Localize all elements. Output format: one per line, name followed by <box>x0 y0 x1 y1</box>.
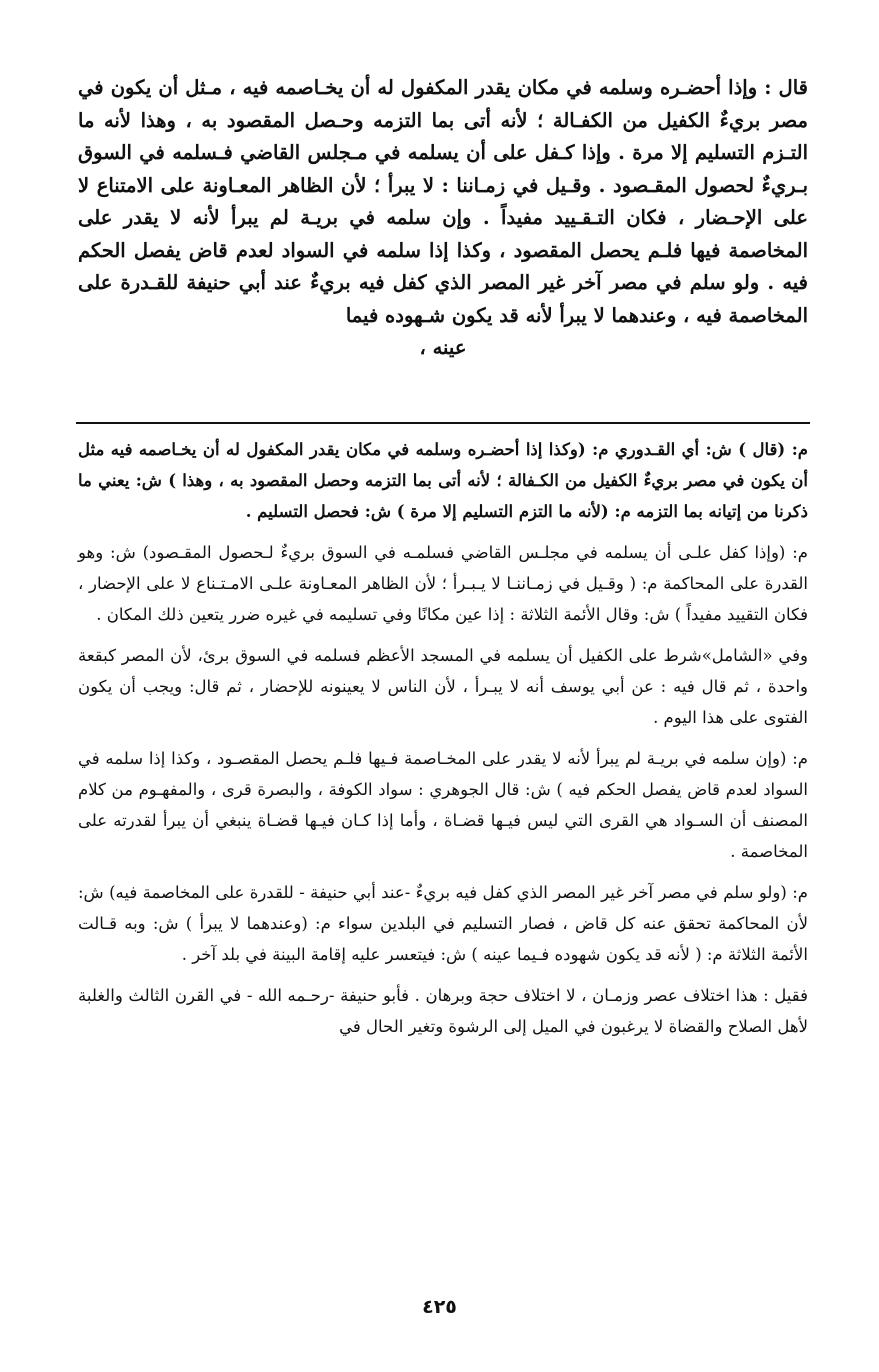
matn-last-line: عينه ، <box>419 336 467 359</box>
commentary-paragraph-2: م: (وإذا كفل علـى أن يسلمه في مجلـس القاضي فسلمـه في السوق بريءٌ لـحصول المقـصود) ش: وهو القدرة على المحاكمة م: ( وقـيل في زمـاننـا لا يـبـرأ ؛ لأن الظاهر المعـاونة علـى الامـتـناع لا على الإحضار ، فكان التقييد مفيداً ) ش: وقال الأئمة الثلاثة : إذا عين مكانًا وفي تسليمه في غيره ضرر يتعين ذلك المكان . <box>78 543 808 624</box>
commentary-paragraph-3: وفي «الشامل»شرط على الكفيل أن يسلمه في المسجد الأعظم فسلمه في السوق برئ، لأن المصر كبقعة واحدة ، ثم قال فيه : عن أبي يوسف أنه لا يبـرأ ، لأن الناس لا يعينونه للإحضار ، ثم قال: ويجب أن يكون الفتوى على هذا اليوم . <box>78 646 808 727</box>
page-number: ٤٢٥ <box>422 1296 457 1318</box>
commentary-paragraph-6: فقيل : هذا اختلاف عصر وزمـان ، لا اختلاف حجة وبرهان . فأبو حنيفة -رحـمه الله - في القرن الثالث والغلبة لأهل الصلاح والقضاة لا يرغبون في الميل إلى الرشوة وتغير الحال في <box>78 986 808 1036</box>
section-divider <box>76 422 810 424</box>
matn-text-block <box>78 72 808 365</box>
commentary-paragraph-5: م: (ولو سلم في مصر آخر غير المصر الذي كفل فيه بريءٌ -عند أبي حنيفة - للقدرة على المخاصمة فيه) ش: لأن المحاكمة تحقق عنه كل قاض ، فصار التسليم في البلدين سواء م: (وعندهما لا يبرأ ) ش: وبه قـالت الأئمة الثلاثة م: ( لأنه قد يكون شهوده فـيما عينه ) ش: فيتعسر عليه إقامة البينة في بلد آخر . <box>78 883 808 964</box>
commentary-paragraph-1: م: (قال ) ش: أي القـدوري م: (وكذا إذا أحضـره وسلمه في مكان يقدر المكفول له أن يخـاصمه فيه مثل أن يكون في مصر بريءٌ الكفيل من الكـفالة ؛ لأنه أتى بما التزمه وحصل المقصود به ، وهذا ) ش: يعني ما ذكرنا من إتيانه بما التزمه م: (لأنه ما التزم التسليم إلا مرة ) ش: فحصل التسليم . <box>78 440 808 521</box>
commentary-paragraph-4: م: (وإن سلمه في بريـة لم يبرأ لأنه لا يقدر على المخـاصمة فـيها فلـم يحصل المقصـود ، وكذا إذا سلمه في السواد لعدم قاض يفصل الحكم فيه ) ش: قال الجوهري : سواد الكوفة ، والبصرة قرى ، والمفهـوم من كلام المصنف أن السـواد هي القرى التي ليس فيـها قضـاة ، وأما إذا كـان فيـها قضـاة ينبغي أن يبرأ لقدرته على المخاصمة . <box>78 749 808 861</box>
matn-body: قال : وإذا أحضـره وسلمه في مكان يقدر المكفول له أن يخـاصمه فيه ، مـثل أن يكون في مصر بريءٌ الكفيل من الكفـالة ؛ لأنه أتى بما التزمه وحـصل المقصود به ، وهذا لأنه ما التـزم التسليم إلا مرة . وإذا كـفل على أن يسلمه في مـجلس القاضي فـسلمه في السوق بـريءٌ لحصول المقـصود . وقـيل في زمـاننا : لا يبرأ ؛ لأن الظاهر المعـاونة على الامتناع لا على الإحـضار ، فكان التـقـييد مفيداً . وإن سلمه في بريـة لم يبرأ لأنه لا يقدر على المخاصمة فيها فلـم يحصل المقصود ، وكذا إذا سلمه في السواد لعدم قاض يفصل الحكم فيه . ولو سلم في مصر آخر غير المصر الذي كفل فيه بريءٌ عند أبي حنيفة للقـدرة على المخاصمة فيه ، وعندهما لا يبرأ لأنه قد يكون شـهوده فيما <box>78 76 808 327</box>
sharh-commentary-block <box>78 434 808 1052</box>
